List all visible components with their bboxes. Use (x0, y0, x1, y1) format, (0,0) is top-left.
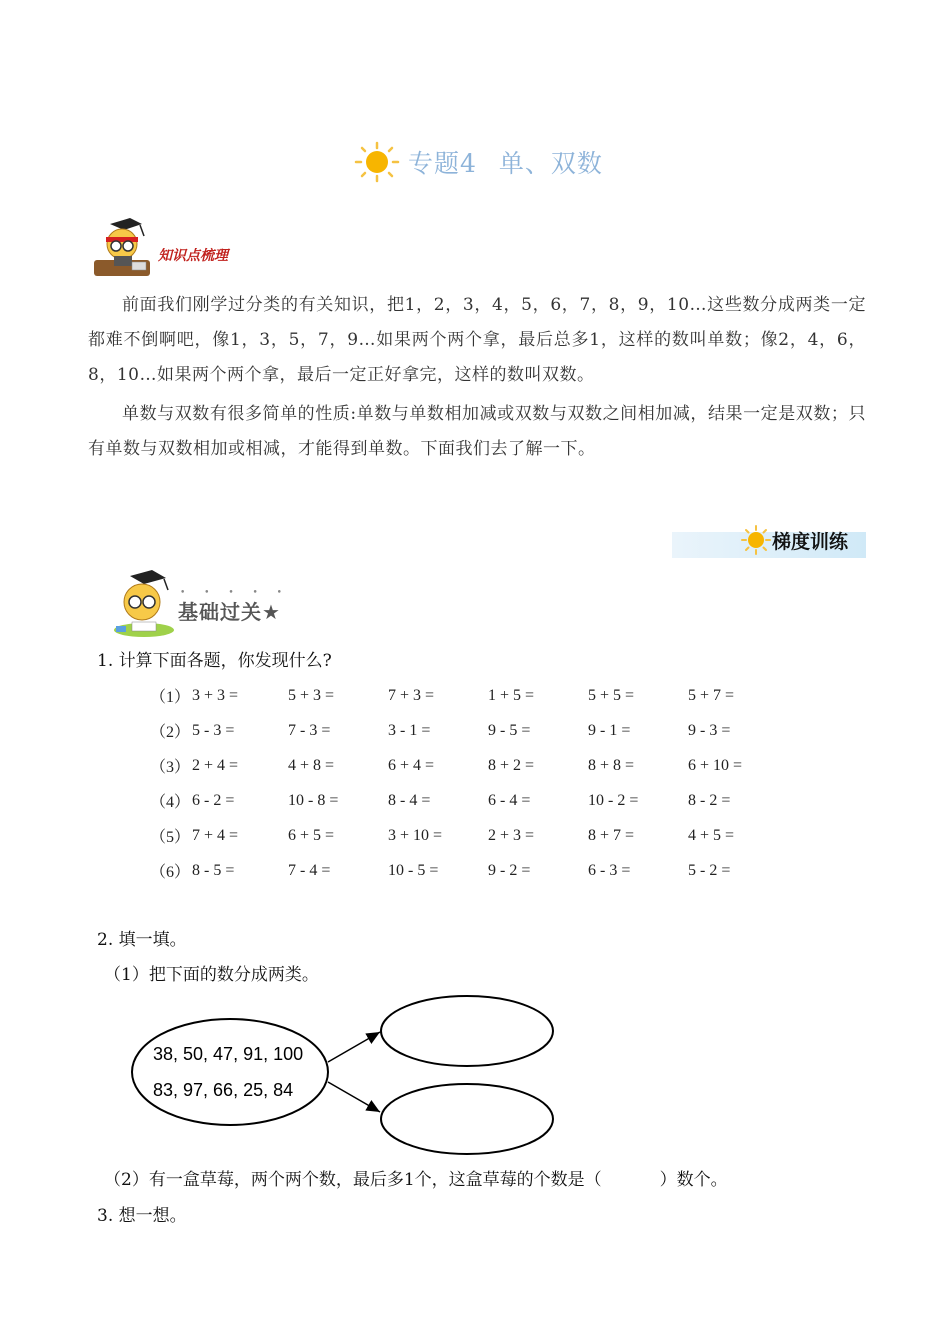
calc-item: 10 - 5 = (388, 861, 439, 879)
calc-item: 4 + 5 = (688, 826, 735, 844)
calc-item: 6 - 3 = (588, 861, 631, 879)
calc-row (150, 853, 788, 888)
row-index: （3） (150, 759, 191, 776)
calc-row (150, 748, 788, 783)
calc-item: 7 + 3 = (388, 686, 435, 704)
calc-item: 6 + 5 = (288, 826, 335, 844)
calc-item: 6 - 2 = (192, 791, 235, 809)
student-mascot-icon (110, 570, 180, 640)
calc-item: 4 + 8 = (288, 756, 335, 774)
page-title (352, 140, 603, 184)
teacher-mascot-icon (92, 218, 162, 280)
calc-item: 9 - 2 = (488, 861, 531, 879)
oval-numbers-line-2: 83, 97, 66, 25, 84 (153, 1080, 294, 1100)
calc-row (150, 818, 788, 853)
oval-numbers-line-1: 38, 50, 47, 91, 100 (153, 1044, 304, 1064)
basic-section-label: 基础过关★ (178, 600, 281, 624)
calc-item: 5 + 7 = (688, 686, 735, 704)
calc-item: 3 + 3 = (192, 686, 239, 704)
row-index: （1） (150, 689, 191, 706)
knowledge-paragraph-1: 前面我们刚学过分类的有关知识，把1，2，3，4，5，6，7，8，9，10…这些数分成两类一定都难不倒啊吧，像1，3，5，7，9…如果两个两个拿，最后总多1，这样的数叫单数；像2，4，6，8，10…如果两个两个拿，最后一定正好拿完，这样的数叫双数。 (88, 295, 866, 385)
knowledge-paragraph-2: 单数与双数有很多简单的性质:单数与单数相加减或双数与双数之间相加减，结果一定是双数；只有单数与双数相加或相减，才能得到单数。下面我们去了解一下。 (88, 404, 866, 459)
question-2-part-1: （1）把下面的数分成两类。 (104, 965, 319, 985)
calc-row (150, 678, 788, 713)
source-oval (132, 1019, 328, 1125)
row-index: （4） (150, 794, 191, 811)
calc-item: 8 + 8 = (588, 756, 635, 774)
calc-item: 9 - 3 = (688, 721, 731, 739)
calc-row (150, 713, 788, 748)
calc-item: 5 - 3 = (192, 721, 235, 739)
answer-oval-bottom[interactable] (381, 1084, 553, 1154)
calc-item: 5 + 3 = (288, 686, 335, 704)
calc-row (150, 783, 788, 818)
calc-item: 3 + 10 = (388, 826, 443, 844)
sun-icon (740, 524, 772, 556)
calc-item: 6 - 4 = (488, 791, 531, 809)
calc-item: 2 + 3 = (488, 826, 535, 844)
calc-item: 8 + 2 = (488, 756, 535, 774)
calc-item: 7 + 4 = (192, 826, 239, 844)
question-2-prompt: 2. 填一填。 (97, 930, 187, 950)
calc-item: 10 - 2 = (588, 791, 639, 809)
row-index: （6） (150, 864, 191, 881)
calc-item: 10 - 8 = (288, 791, 339, 809)
calc-item: 7 - 4 = (288, 861, 331, 879)
question-3-prompt: 3. 想一想。 (97, 1206, 187, 1226)
arrow-down (328, 1082, 380, 1112)
calc-item: 8 + 7 = (588, 826, 635, 844)
calc-item: 8 - 5 = (192, 861, 235, 879)
knowledge-badge-label: 知识点梳理 (158, 248, 228, 264)
calc-item: 6 + 4 = (388, 756, 435, 774)
calculation-grid (150, 678, 788, 888)
sun-icon (352, 140, 402, 184)
calc-item: 9 - 5 = (488, 721, 531, 739)
calc-item: 3 - 1 = (388, 721, 431, 739)
arrow-up (328, 1032, 380, 1062)
title-text: 专题4 单、双数 (408, 149, 603, 178)
calc-item: 5 - 2 = (688, 861, 731, 879)
question-1-prompt: 1. 计算下面各题，你发现什么? (97, 651, 332, 671)
calc-item: 1 + 5 = (488, 686, 535, 704)
calc-item: 8 - 2 = (688, 791, 731, 809)
decorative-dots: • • • • • (180, 588, 290, 598)
sorting-diagram (125, 990, 565, 1160)
question-2-part-2: （2）有一盒草莓，两个两个数，最后多1个，这盒草莓的个数是（ ）数个。 (104, 1170, 728, 1190)
calc-item: 5 + 5 = (588, 686, 635, 704)
calc-item: 2 + 4 = (192, 756, 239, 774)
answer-oval-top[interactable] (381, 996, 553, 1066)
row-index: （2） (150, 724, 191, 741)
calc-item: 9 - 1 = (588, 721, 631, 739)
calc-item: 6 + 10 = (688, 756, 743, 774)
section-title: 梯度训练 (772, 531, 849, 553)
calc-item: 8 - 4 = (388, 791, 431, 809)
calc-item: 7 - 3 = (288, 721, 331, 739)
row-index: （5） (150, 829, 191, 846)
